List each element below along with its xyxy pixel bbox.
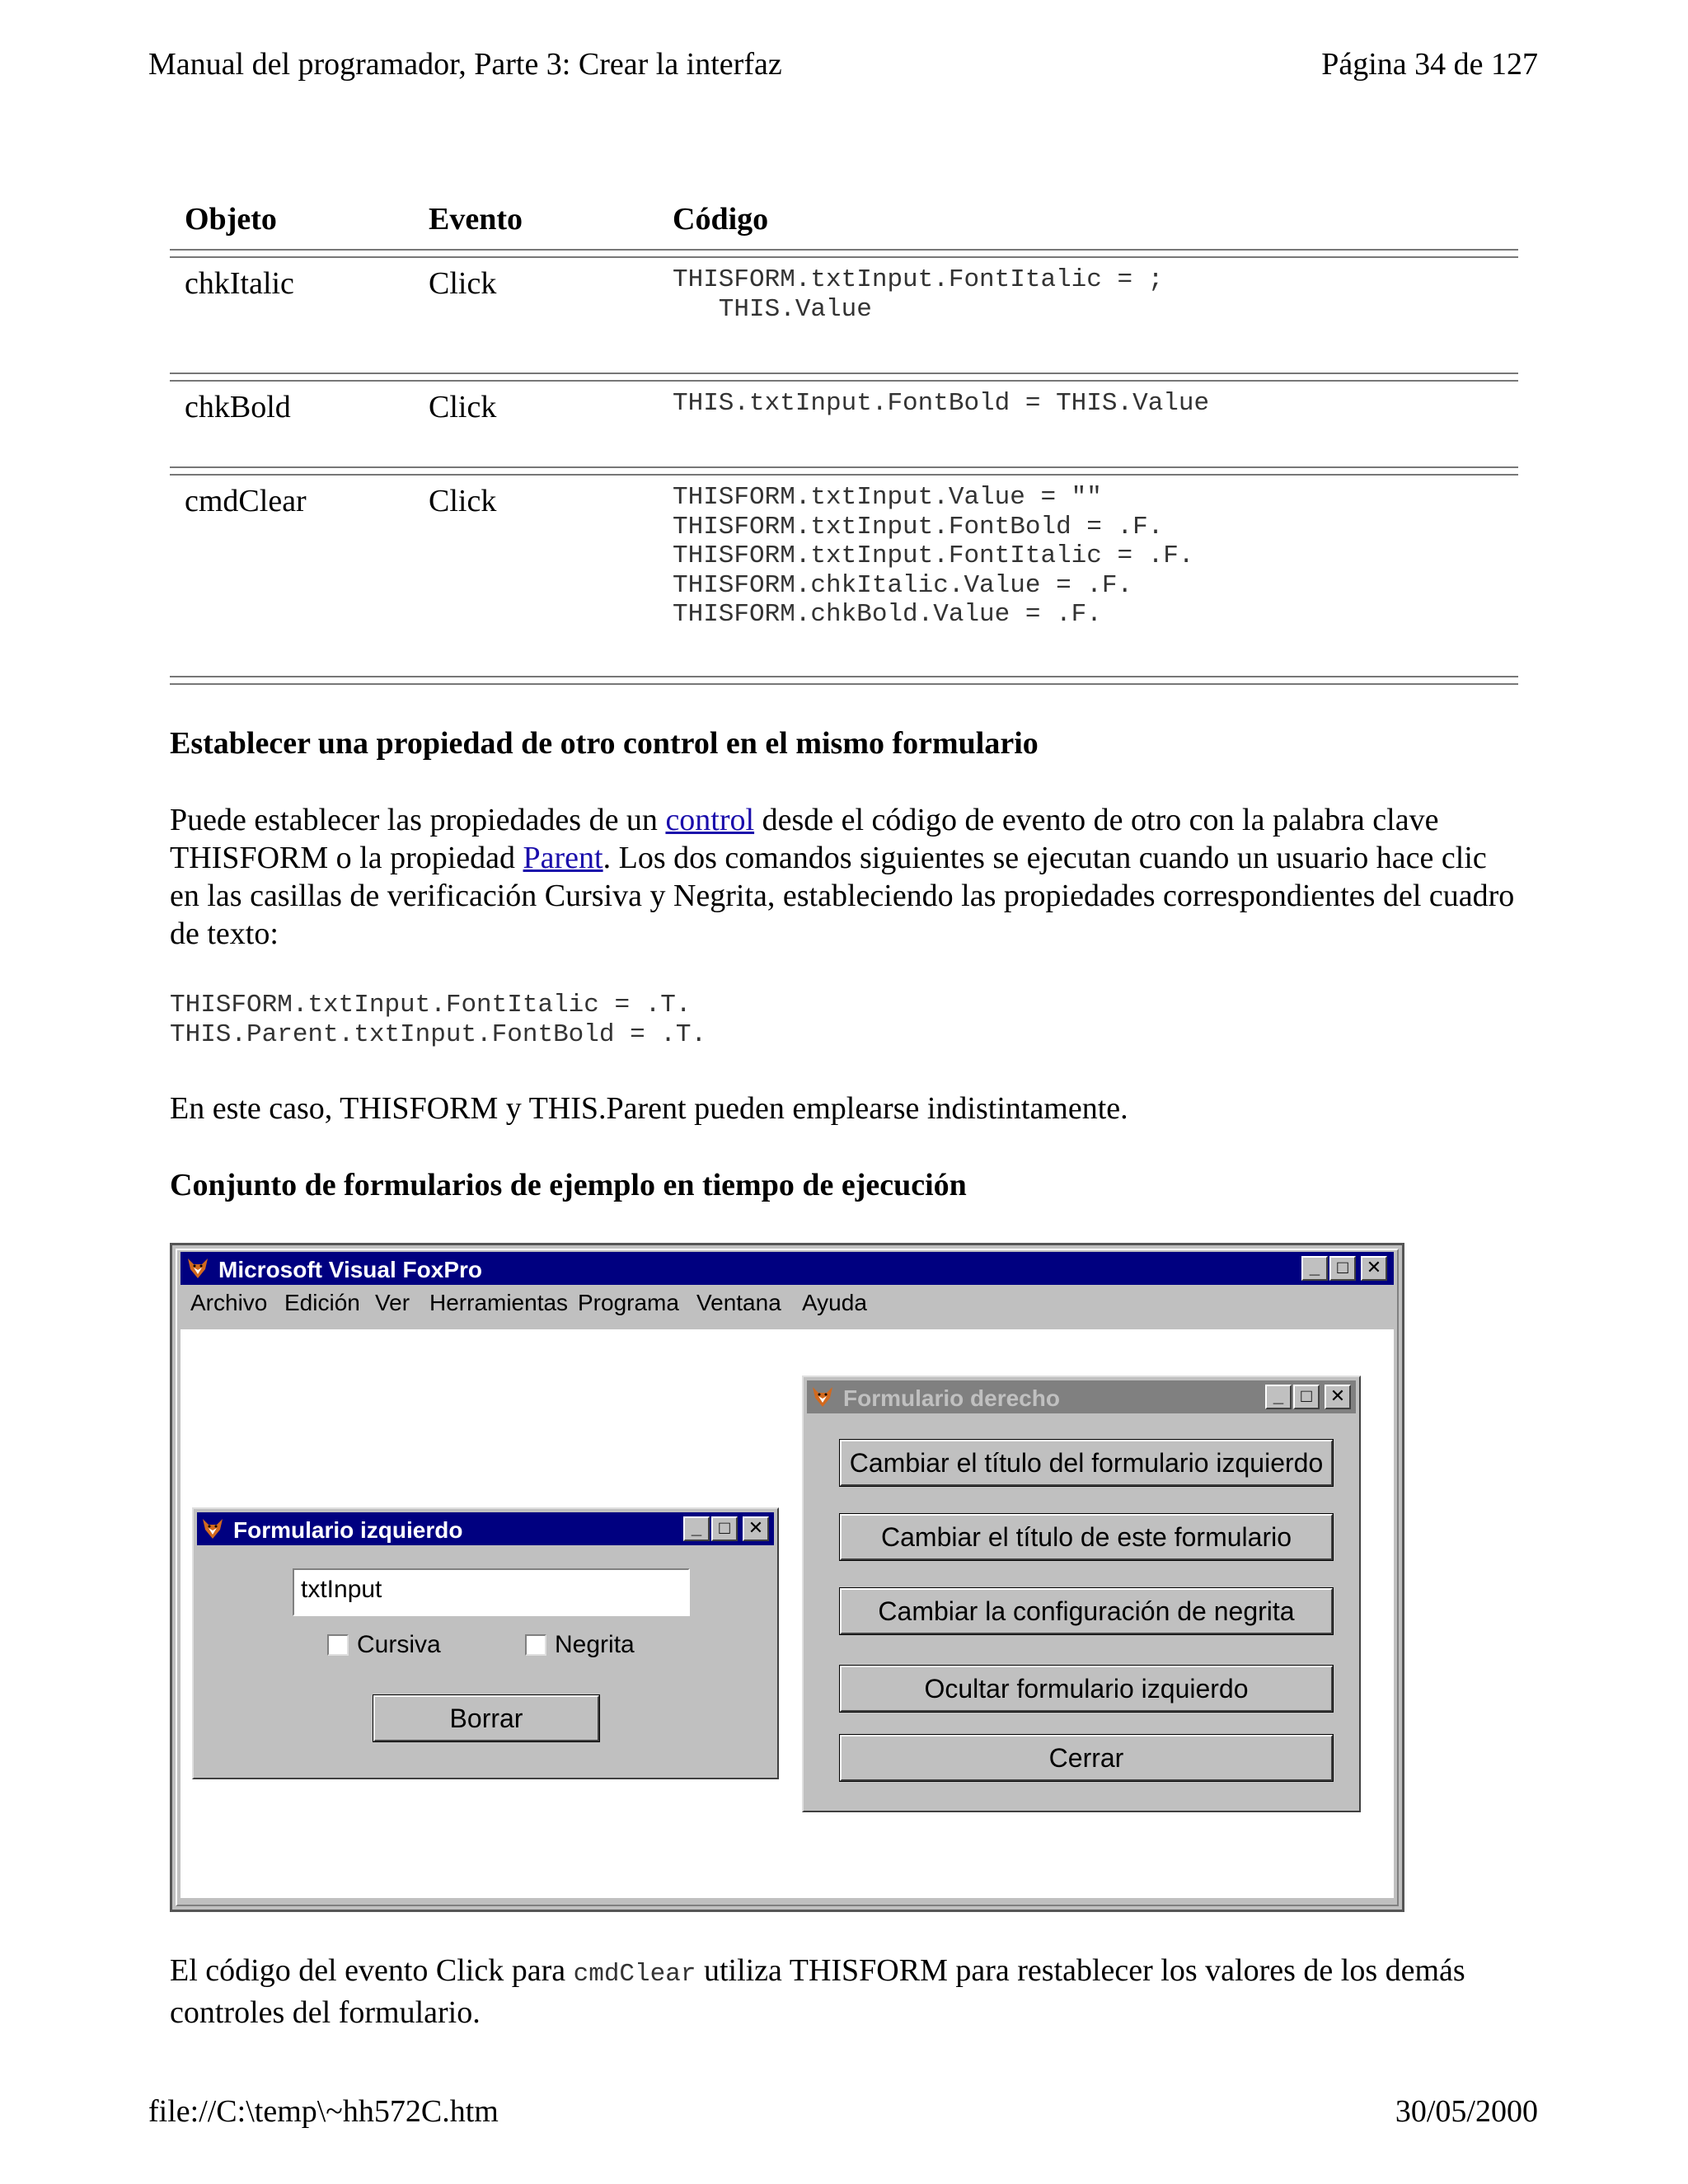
minimize-button[interactable]: _ [683, 1516, 710, 1541]
right-form-title-bar [807, 1380, 1356, 1413]
paragraph: El código del evento Click para cmdClear utiliza THISFORM para restablecer los valores de los demás controles del formulario. [170, 1953, 1465, 2030]
workspace [181, 1329, 1394, 1898]
menu-ventana[interactable]: Ventana [696, 1290, 781, 1315]
cell-evento: Click [429, 484, 497, 518]
cell-evento: Click [429, 266, 497, 301]
foxpro-screenshot [170, 1243, 1404, 1912]
menu-archivo[interactable]: Archivo [190, 1290, 268, 1315]
table-rule [170, 249, 1518, 258]
cell-codigo: THISFORM.txtInput.Value = "" THISFORM.txtInput.FontBold = .F. THISFORM.txtInput.FontItalic = .F. THISFORM.chkItalic.Value = .F. THISFORM.chkBold.Value = .F. [673, 483, 1194, 629]
menu-ayuda[interactable]: Ayuda [802, 1290, 867, 1315]
cell-evento: Click [429, 390, 497, 424]
column-header-codigo: Código [673, 202, 769, 237]
foxpro-icon [810, 1385, 835, 1409]
menu-ver[interactable]: Ver [375, 1290, 410, 1315]
cell-codigo: THIS.txtInput.FontBold = THIS.Value [673, 389, 1210, 418]
table-rule [170, 676, 1518, 685]
parent-link[interactable]: Parent [523, 841, 603, 875]
hide-left-form-button[interactable]: Ocultar formulario izquierdo [840, 1666, 1333, 1712]
cursiva-label: Cursiva [357, 1631, 441, 1658]
borrar-button[interactable]: Borrar [373, 1695, 599, 1741]
table-rule [170, 466, 1518, 476]
app-title: Microsoft Visual FoxPro [218, 1257, 482, 1282]
inline-code: cmdClear [573, 1960, 696, 1989]
cell-objeto: chkBold [185, 390, 291, 424]
section-heading: Conjunto de formularios de ejemplo en tiempo de ejecución [170, 1168, 967, 1202]
foxpro-icon [200, 1516, 225, 1541]
menu-edicion[interactable]: Edición [284, 1290, 360, 1315]
right-form-window [802, 1376, 1361, 1812]
menu-programa[interactable]: Programa [578, 1290, 679, 1315]
negrita-label: Negrita [555, 1631, 635, 1658]
cursiva-checkbox[interactable] [327, 1634, 349, 1656]
minimize-button[interactable]: _ [1265, 1385, 1292, 1409]
footer-date: 30/05/2000 [1395, 2094, 1538, 2129]
paragraph: Puede establecer las propiedades de un control desde el código de evento de otro con la palabra clave THISFORM o la propiedad Parent. Los dos comandos siguientes se ejecutan cuando un usuario hace clic en las casillas de verificación Cursiva y Negrita, estableciendo las propiedades correspondientes del cuadro de texto: [170, 803, 1515, 951]
negrita-checkbox[interactable] [525, 1634, 546, 1656]
paragraph: En este caso, THISFORM y THIS.Parent pueden emplearse indistintamente. [170, 1091, 1128, 1126]
foxpro-icon [185, 1256, 210, 1281]
left-form-title: Formulario izquierdo [233, 1517, 463, 1543]
left-form-window [192, 1507, 779, 1779]
column-header-evento: Evento [429, 202, 523, 237]
cerrar-button[interactable]: Cerrar [840, 1735, 1333, 1781]
control-link[interactable]: control [665, 803, 755, 837]
menu-herramientas[interactable]: Herramientas [429, 1290, 569, 1315]
cell-codigo: THISFORM.txtInput.FontItalic = ; THIS.Value [673, 265, 1164, 324]
app-title-bar [181, 1252, 1394, 1285]
left-form-title-bar [197, 1512, 774, 1545]
column-header-objeto: Objeto [185, 202, 277, 237]
cell-objeto: cmdClear [185, 484, 307, 518]
menu-bar [190, 1290, 1394, 1323]
right-form-title: Formulario derecho [843, 1385, 1060, 1411]
table-rule [170, 373, 1518, 382]
section-heading: Establecer una propiedad de otro control en el mismo formulario [170, 726, 1039, 761]
change-left-title-button[interactable]: Cambiar el título del formulario izquierdo [840, 1440, 1333, 1486]
txtinput-textbox[interactable]: txtInput [293, 1568, 690, 1616]
maximize-button[interactable]: □ [1329, 1256, 1356, 1281]
footer-file-path: file://C:\temp\~hh572C.htm [148, 2094, 499, 2129]
maximize-button[interactable]: □ [1293, 1385, 1320, 1409]
cell-objeto: chkItalic [185, 266, 294, 301]
minimize-button[interactable]: _ [1301, 1256, 1328, 1281]
close-button[interactable]: ✕ [743, 1516, 769, 1541]
close-button[interactable]: ✕ [1325, 1385, 1351, 1409]
page-number: Página 34 de 127 [1321, 47, 1538, 82]
code-sample: THISFORM.txtInput.FontItalic = .T. THIS.Parent.txtInput.FontBold = .T. [170, 991, 707, 1049]
change-this-title-button[interactable]: Cambiar el título de este formulario [840, 1514, 1333, 1560]
maximize-button[interactable]: □ [711, 1516, 738, 1541]
close-button[interactable]: ✕ [1361, 1256, 1387, 1281]
page-header-title: Manual del programador, Parte 3: Crear la interfaz [148, 47, 782, 82]
change-bold-button[interactable]: Cambiar la configuración de negrita [840, 1588, 1333, 1634]
